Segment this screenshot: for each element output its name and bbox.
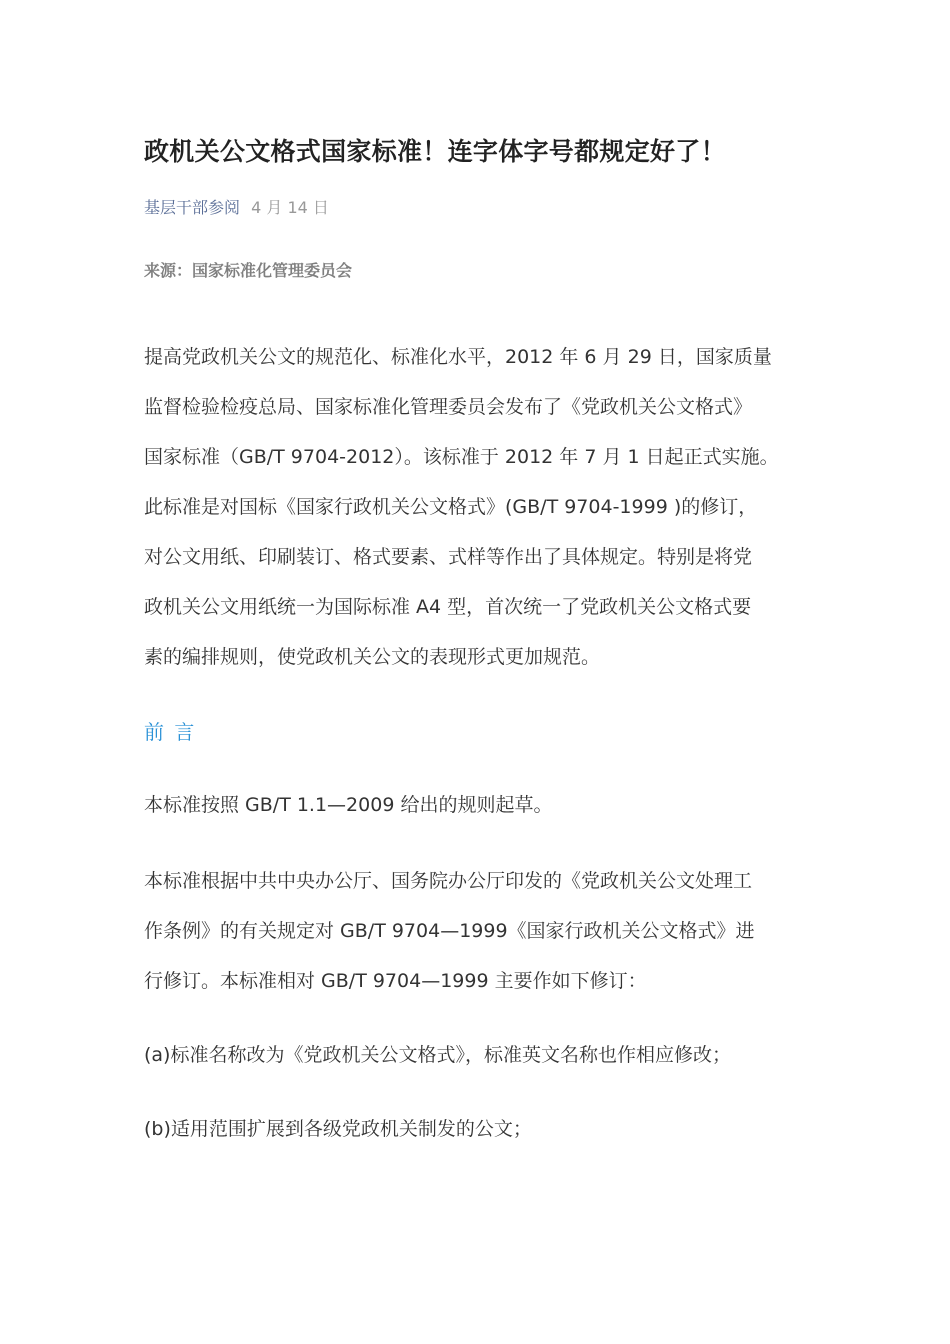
intro-line: 政机关公文用纸统一为国际标准 A4 型，首次统一了党政机关公文格式要 bbox=[144, 596, 752, 618]
preface-paragraph-2 bbox=[144, 856, 834, 1006]
publish-date: 4 月 14 日 bbox=[251, 198, 329, 217]
intro-line: 提高党政机关公文的规范化、标准化水平，2012 年 6 月 29 日，国家质量 bbox=[144, 346, 772, 368]
paragraph-line: 作条例》的有关规定对 GB/T 9704—1999《国家行政机关公文格式》进 bbox=[144, 920, 755, 942]
section-heading: 前 言 bbox=[144, 720, 197, 744]
intro-line: 国家标准（GB/T 9704-2012）。该标准于 2012 年 7 月 1 日起正式实施。 bbox=[144, 446, 779, 468]
intro-line: 对公文用纸、印刷装订、格式要素、式样等作出了具体规定。特别是将党 bbox=[144, 546, 753, 568]
paragraph-line: 本标准根据中共中央办公厅、国务院办公厅印发的《党政机关公文处理工 bbox=[144, 870, 753, 892]
article-meta bbox=[144, 195, 329, 218]
intro-line: 素的编排规则，使党政机关公文的表现形式更加规范。 bbox=[144, 646, 601, 668]
revision-item-a bbox=[144, 1030, 834, 1080]
paragraph-line: 本标准按照 GB/T 1.1—2009 给出的规则起草。 bbox=[144, 794, 553, 816]
paragraph-line: 行修订。本标准相对 GB/T 9704—1999 主要作如下修订： bbox=[144, 970, 647, 992]
revision-item-b bbox=[144, 1104, 834, 1154]
list-item: (a)标准名称改为《党政机关公文格式》，标准英文名称也作相应修改； bbox=[144, 1044, 731, 1066]
intro-line: 此标准是对国标《国家行政机关公文格式》(GB/T 9704-1999 )的修订， bbox=[144, 496, 758, 518]
intro-paragraph bbox=[144, 332, 834, 682]
list-item: (b)适用范围扩展到各级党政机关制发的公文； bbox=[144, 1118, 532, 1140]
article-title: 政机关公文格式国家标准！连字体字号都规定好了！ bbox=[144, 137, 726, 166]
intro-line: 监督检验检疫总局、国家标准化管理委员会发布了《党政机关公文格式》 bbox=[144, 396, 753, 418]
preface-paragraph-1 bbox=[144, 780, 834, 830]
article-source: 来源：国家标准化管理委员会 bbox=[144, 261, 353, 280]
account-name-link[interactable]: 基层干部参阅 bbox=[144, 198, 241, 217]
